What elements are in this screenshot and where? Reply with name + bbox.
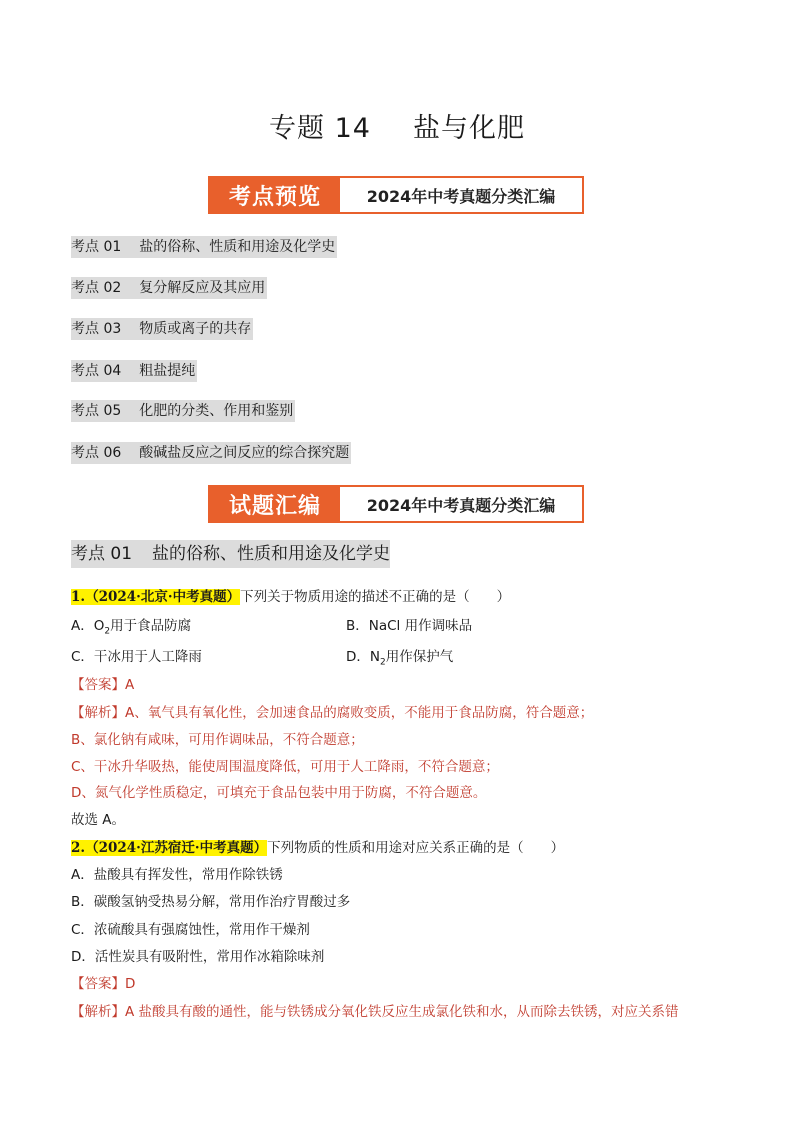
title-topic-number: 专题 14	[269, 113, 371, 144]
toc-item[interactable]	[71, 318, 253, 340]
question-2-text: 下列物质的性质和用途对应关系正确的是（ ）	[267, 840, 565, 856]
option-d-prefix: D．N	[346, 649, 380, 665]
exercises-banner	[208, 485, 584, 523]
toc-item-text: 酸碱盐反应之间反应的综合探究题	[139, 442, 351, 464]
option-a-text: 用于食品防腐	[110, 618, 192, 634]
answer-value: A	[125, 677, 135, 693]
question-1-option-d	[346, 645, 453, 668]
question-1-text: 下列关于物质用途的描述不正确的是（ ）	[240, 589, 511, 605]
toc-item-number: 考点 06	[71, 442, 139, 464]
question-2-answer	[71, 972, 135, 992]
analysis-text: A、氧气具有氧化性，会加速食品的腐败变质，不能用于食品防腐，符合题意；	[125, 705, 594, 721]
exercises-banner-tag: 试题汇编	[210, 487, 340, 521]
toc-item-number: 考点 05	[71, 400, 139, 422]
exercises-banner-subtitle: 2024年中考真题分类汇编	[366, 495, 556, 515]
title-topic-name: 盐与化肥	[412, 113, 525, 144]
question-1-analysis-3: C、干冰升华吸热，能使周围温度降低，可用于人工降雨，不符合题意；	[71, 759, 499, 775]
preview-banner-subtitle: 2024年中考真题分类汇编	[366, 186, 556, 206]
analysis-label: 【解析】	[71, 1004, 125, 1020]
toc-item-text: 粗盐提纯	[139, 360, 197, 382]
question-1-analysis-4: D、氮气化学性质稳定，可填充于食品包装中用于防腐，不符合题意。	[71, 785, 487, 801]
toc-item-number: 考点 03	[71, 318, 139, 340]
preview-banner	[208, 176, 584, 214]
question-1-option-b: B．NaCl 用作调味品	[346, 618, 473, 634]
toc-item[interactable]	[71, 442, 351, 464]
question-1-stem	[71, 585, 510, 605]
answer-label: 【答案】	[71, 677, 125, 693]
toc-item[interactable]	[71, 400, 295, 422]
question-1-option-a	[71, 614, 191, 637]
question-1-analysis-2: B、氯化钠有咸味，可用作调味品，不符合题意；	[71, 732, 364, 748]
option-a-prefix: A．O	[71, 618, 105, 634]
question-2-source: 2.（2024·江苏宿迁·中考真题）	[71, 840, 268, 856]
analysis-label: 【解析】	[71, 705, 125, 721]
answer-value: D	[125, 976, 136, 992]
section-heading	[71, 540, 390, 568]
toc-item-number: 考点 02	[71, 277, 139, 299]
question-2-option-c: C．浓硫酸具有强腐蚀性，常用作干燥剂	[71, 922, 310, 938]
toc-item-number: 考点 01	[71, 236, 139, 258]
question-1-answer	[71, 673, 134, 693]
analysis-text: A 盐酸具有酸的通性，能与铁锈成分氧化铁反应生成氯化铁和水，从而除去铁锈，对应关系错	[125, 1004, 679, 1020]
question-1-analysis-1	[71, 701, 593, 721]
question-2-option-a: A．盐酸具有挥发性，常用作除铁锈	[71, 867, 283, 883]
question-1-source: 1.（2024·北京·中考真题）	[71, 589, 241, 605]
toc-item[interactable]	[71, 277, 267, 299]
toc-item[interactable]	[71, 360, 197, 382]
question-2-option-d: D．活性炭具有吸附性，常用作冰箱除味剂	[71, 949, 325, 965]
question-1-conclusion: 故选 A。	[71, 812, 126, 828]
option-d-subscript: 2	[380, 657, 386, 668]
toc-item[interactable]	[71, 236, 337, 258]
page-title	[0, 106, 794, 145]
question-2-analysis-1	[71, 1000, 679, 1020]
question-1-option-c: C．干冰用于人工降雨	[71, 649, 202, 665]
section-heading-text: 盐的俗称、性质和用途及化学史	[152, 540, 390, 568]
toc-item-number: 考点 04	[71, 360, 139, 382]
toc-item-text: 物质或离子的共存	[139, 318, 253, 340]
section-heading-number: 考点 01	[71, 540, 152, 568]
preview-banner-tag: 考点预览	[210, 178, 340, 212]
option-d-text: 用作保护气	[385, 649, 454, 665]
toc-item-text: 盐的俗称、性质和用途及化学史	[139, 236, 337, 258]
question-2-option-b: B．碳酸氢钠受热易分解，常用作治疗胃酸过多	[71, 894, 351, 910]
option-a-subscript: 2	[104, 626, 111, 637]
toc-item-text: 复分解反应及其应用	[139, 277, 267, 299]
toc-item-text: 化肥的分类、作用和鉴别	[139, 400, 295, 422]
question-2-stem	[71, 836, 564, 856]
answer-label: 【答案】	[71, 976, 125, 992]
